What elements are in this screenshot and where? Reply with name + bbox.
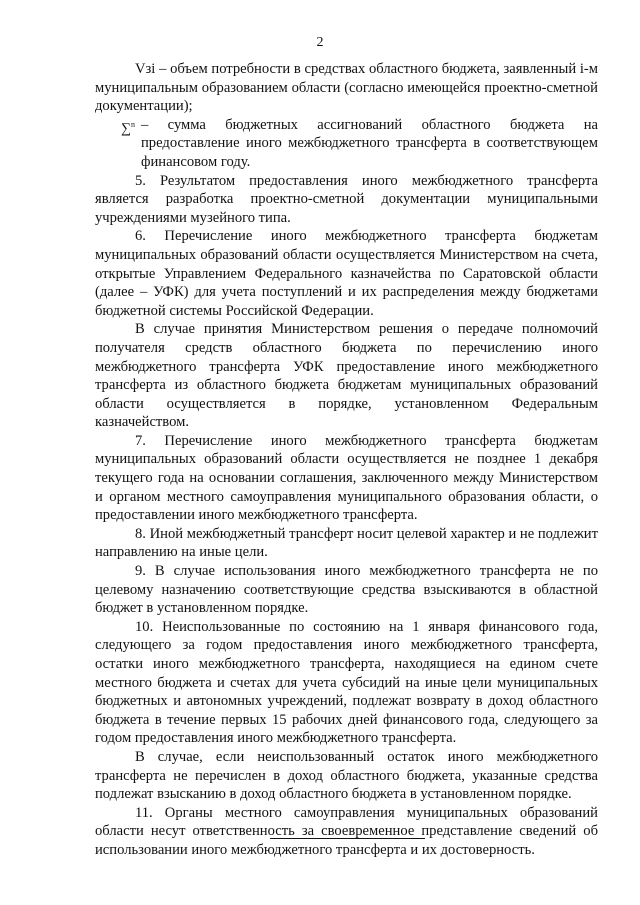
sum-symbol-char: ∑ — [121, 121, 131, 137]
sum-definition-text: – сумма бюджетных ассигнований областного бюджета на предоставление иного межбюджетного трансферта в соответствующем финансовом году. — [141, 116, 598, 170]
paragraph-item-10-continued: В случае, если неиспользованный остаток иного межбюджетного трансферта не перечислен в доход областного бюджета, указанные средства подлежат взысканию в доход областного бюджета в установленном порядке. — [95, 748, 598, 803]
end-of-text-rule — [270, 838, 425, 839]
page-number: 2 — [316, 35, 324, 50]
paragraph-item-6-continued: В случае принятия Министерством решения о передаче полномочий получателя средств областного бюджета по перечислению иного межбюджетного трансферта УФК предоставление иного межбюджетного трансферта из областного бюджета бюджетам муниципальных образований области осуществляется в порядке, установленном Федеральным казначейством. — [95, 321, 598, 431]
document-body — [95, 60, 598, 860]
sum-superscript: n — [131, 119, 135, 129]
paragraph-item-9: 9. В случае использования иного межбюджетного трансферта не по целевому назначению соответствующие средства взыскиваются в областной бюджет в установленном порядке. — [95, 563, 598, 617]
paragraph-item-6: 6. Перечисление иного межбюджетного трансферта бюджетам муниципальных образований области осуществляется Министерством на счета, открытые Управлением Федерального казначейства по Саратовской области (далее – УФК) для учета поступлений и их распределения между бюджетами бюджетной системы Российской Федерации. — [95, 228, 598, 319]
sum-symbol-icon — [95, 116, 141, 139]
paragraph-item-5: 5. Результатом предоставления иного межбюджетного трансферта является разработка проектно-сметной документации муниципальными учреждениями музейного типа. — [95, 172, 598, 226]
paragraph-sum-definition — [95, 116, 598, 172]
paragraph-item-11: 11. Органы местного самоуправления муниципальных образований области несут ответственность за своевременное представление сведений об использовании иного межбюджетного трансферта и их достоверность. — [95, 804, 598, 858]
paragraph-item-8: 8. Иной межбюджетный трансферт носит целевой характер и не подлежит направлению на иные цели. — [95, 525, 598, 561]
paragraph-item-10: 10. Неиспользованные по состоянию на 1 января финансового года, следующего за годом предоставления иного межбюджетного трансферта, остатки иного межбюджетного трансферта, находящиеся на едином счете местного бюджета и счетах для учета субсидий на иные цели муниципальных бюджетных и автономных учреждений, подлежат возврату в доход областного бюджета в течение первых 15 рабочих дней финансового года, следующего за годом предоставления иного межбюджетного трансферта. — [95, 618, 598, 747]
paragraph-item-7: 7. Перечисление иного межбюджетного трансферта бюджетам муниципальных образований области осуществляется не позднее 1 декабря текущего года на основании соглашения, заключенного между Министерством и органом местного самоуправления муниципального образования области, о предоставлении иного межбюджетного трансферта. — [95, 432, 598, 524]
paragraph-vzi-definition: Vзi – объем потребности в средствах областного бюджета, заявленный i-м муниципальным образованием области (согласно имеющейся проектно-сметной документации); — [95, 61, 598, 115]
